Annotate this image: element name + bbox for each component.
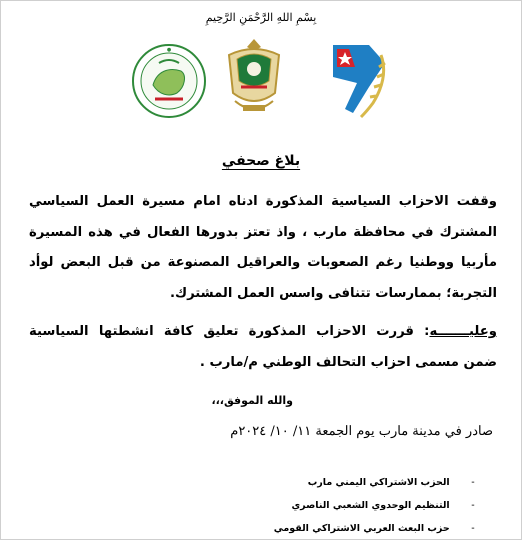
- paragraph-line: المشترك في محافظة مارب ، واذ تعتز بدورها الفعال في هذه المسيرة: [29, 224, 497, 240]
- svg-text:●: ●: [166, 47, 172, 53]
- list-dash: -: [471, 523, 475, 534]
- title-text: بلاغ صحفي: [221, 153, 301, 169]
- list-dash: -: [471, 500, 475, 511]
- decision-text: : قررت الاحزاب المذكورة تعليق كافة انشطتها السياسية: [29, 324, 430, 339]
- decision-paragraph: [29, 317, 497, 378]
- signatory-name: الحزب الاشتراكي اليمني مارب: [307, 477, 450, 488]
- document-title: [1, 153, 521, 169]
- yemeni-socialist-party-logo-icon: [323, 37, 399, 125]
- decision-line-2: ضمن مسمى احزاب التحالف الوطني م/مارب .: [199, 354, 497, 370]
- signatories-list: [274, 471, 493, 540]
- decision-lead: وعليـــــــه: [429, 324, 497, 339]
- bismillah-header: بِسْمِ اللهِ الرَّحْمَنِ الرَّحِيمِ: [205, 11, 317, 24]
- paragraph-line: التجربة؛ بممارسات تتنافى واسس العمل المشترك.: [169, 285, 497, 301]
- list-dash: -: [471, 477, 475, 488]
- signatory-name: حزب البعث العربي الاشتراكي القومي: [273, 523, 450, 534]
- nasserite-eagle-emblem-icon: [223, 35, 285, 123]
- paragraph-line: وقفت الاحزاب السياسية المذكورة ادناه امام مسيرة العمل السياسي: [29, 194, 497, 209]
- statement-paragraph: [29, 187, 497, 309]
- signatory-item: [274, 471, 493, 494]
- baath-party-logo-icon: [129, 41, 209, 125]
- paragraph-line: مأربيا ووطنيا رغم الصعوبات والعراقيل المصنوعة من قبل البعض لوأد: [29, 255, 497, 270]
- party-logos: [1, 35, 521, 125]
- signatory-name: التنظيم الوحدوي الشعبي الناصري: [291, 500, 450, 511]
- signatory-item: [274, 494, 493, 517]
- issue-date-line: صادر في مدينة مارب يوم الجمعة ١١/ ١٠/ ٢٠٢٤م: [230, 424, 493, 439]
- closing-phrase: والله الموفق،،،: [211, 394, 293, 407]
- signatory-item: [274, 517, 493, 540]
- decision-line-1: [29, 317, 497, 348]
